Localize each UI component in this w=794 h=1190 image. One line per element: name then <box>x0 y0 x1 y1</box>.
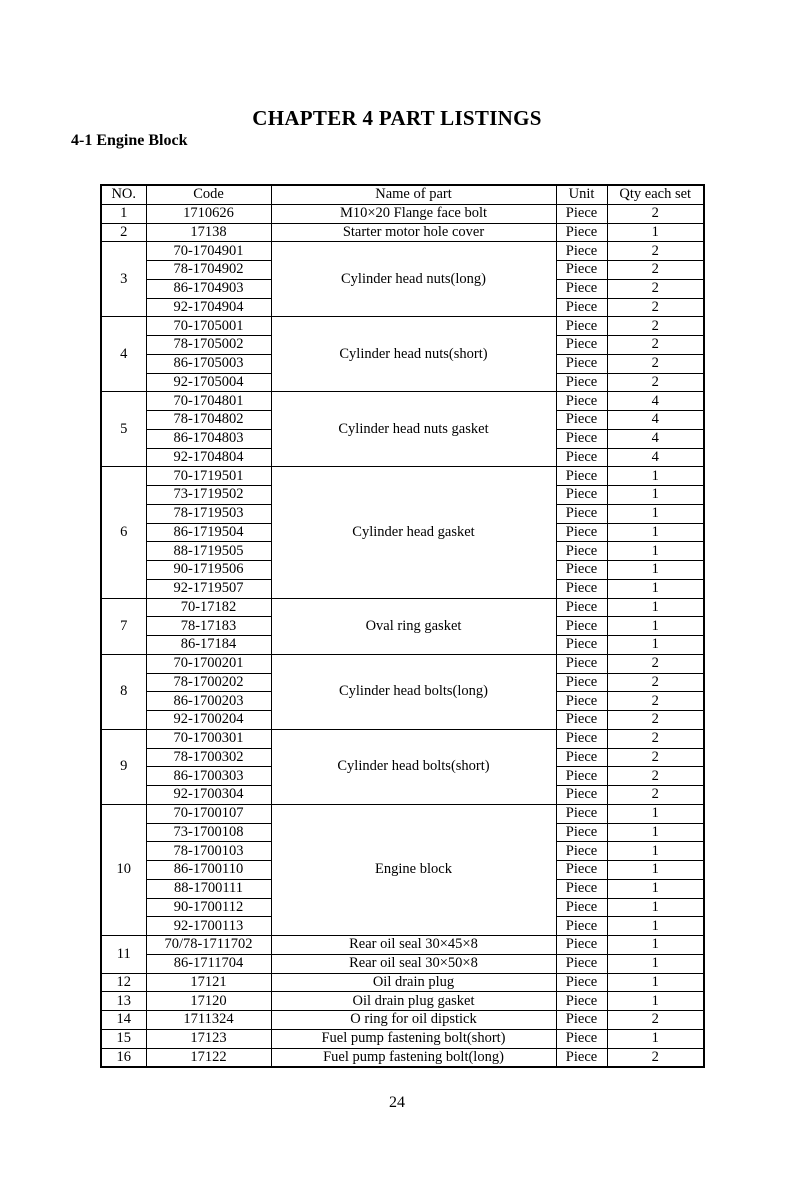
cell-part-name: Oil drain plug <box>271 973 556 992</box>
table-header-row <box>101 185 704 204</box>
cell-qty: 1 <box>607 936 704 955</box>
cell-unit: Piece <box>556 223 607 242</box>
cell-unit: Piece <box>556 673 607 692</box>
cell-code: 17122 <box>146 1048 271 1067</box>
cell-part-name: Engine block <box>271 804 556 935</box>
table-row <box>101 317 704 336</box>
cell-unit: Piece <box>556 298 607 317</box>
cell-code: 92-1700113 <box>146 917 271 936</box>
cell-part-name: Cylinder head bolts(short) <box>271 729 556 804</box>
table-row <box>101 223 704 242</box>
table-row <box>101 1029 704 1048</box>
cell-qty: 1 <box>607 467 704 486</box>
cell-code: 92-1719507 <box>146 579 271 598</box>
cell-unit: Piece <box>556 1029 607 1048</box>
cell-no: 12 <box>101 973 146 992</box>
cell-qty: 4 <box>607 411 704 430</box>
table-row <box>101 392 704 411</box>
cell-unit: Piece <box>556 523 607 542</box>
cell-qty: 2 <box>607 654 704 673</box>
cell-unit: Piece <box>556 617 607 636</box>
cell-no: 5 <box>101 392 146 467</box>
cell-qty: 2 <box>607 279 704 298</box>
cell-unit: Piece <box>556 898 607 917</box>
cell-qty: 1 <box>607 917 704 936</box>
cell-code: 78-1719503 <box>146 504 271 523</box>
cell-unit: Piece <box>556 936 607 955</box>
cell-unit: Piece <box>556 317 607 336</box>
cell-code: 78-1705002 <box>146 336 271 355</box>
section-heading: 4-1 Engine Block <box>71 132 188 149</box>
cell-part-name: Fuel pump fastening bolt(long) <box>271 1048 556 1067</box>
cell-code: 17120 <box>146 992 271 1011</box>
cell-unit: Piece <box>556 354 607 373</box>
cell-code: 92-1704904 <box>146 298 271 317</box>
cell-qty: 1 <box>607 579 704 598</box>
cell-code: 86-1704803 <box>146 429 271 448</box>
cell-no: 8 <box>101 654 146 729</box>
cell-unit: Piece <box>556 411 607 430</box>
cell-qty: 2 <box>607 354 704 373</box>
cell-code: 1710626 <box>146 204 271 223</box>
cell-unit: Piece <box>556 598 607 617</box>
cell-unit: Piece <box>556 692 607 711</box>
cell-code: 78-1700202 <box>146 673 271 692</box>
cell-code: 73-1719502 <box>146 486 271 505</box>
cell-qty: 2 <box>607 204 704 223</box>
table-row <box>101 654 704 673</box>
cell-code: 78-1704802 <box>146 411 271 430</box>
cell-part-name: Rear oil seal 30×45×8 <box>271 936 556 955</box>
cell-qty: 4 <box>607 392 704 411</box>
cell-unit: Piece <box>556 486 607 505</box>
cell-qty: 1 <box>607 1029 704 1048</box>
cell-qty: 2 <box>607 1011 704 1030</box>
cell-unit: Piece <box>556 373 607 392</box>
cell-qty: 1 <box>607 504 704 523</box>
page-number: 24 <box>389 1094 405 1111</box>
cell-code: 70-1700301 <box>146 729 271 748</box>
cell-code: 86-1719504 <box>146 523 271 542</box>
cell-part-name: Starter motor hole cover <box>271 223 556 242</box>
cell-unit: Piece <box>556 561 607 580</box>
cell-qty: 2 <box>607 336 704 355</box>
cell-unit: Piece <box>556 504 607 523</box>
cell-unit: Piece <box>556 636 607 655</box>
cell-unit: Piece <box>556 279 607 298</box>
cell-code: 78-17183 <box>146 617 271 636</box>
cell-code: 1711324 <box>146 1011 271 1030</box>
cell-unit: Piece <box>556 336 607 355</box>
cell-code: 70-1700107 <box>146 804 271 823</box>
cell-unit: Piece <box>556 973 607 992</box>
cell-unit: Piece <box>556 861 607 880</box>
table-row <box>101 598 704 617</box>
cell-qty: 1 <box>607 523 704 542</box>
cell-qty: 1 <box>607 486 704 505</box>
cell-qty: 1 <box>607 842 704 861</box>
cell-no: 13 <box>101 992 146 1011</box>
cell-code: 86-17184 <box>146 636 271 655</box>
cell-no: 2 <box>101 223 146 242</box>
cell-qty: 1 <box>607 223 704 242</box>
cell-unit: Piece <box>556 1011 607 1030</box>
cell-unit: Piece <box>556 579 607 598</box>
table-row <box>101 242 704 261</box>
cell-no: 15 <box>101 1029 146 1048</box>
table-row <box>101 467 704 486</box>
cell-part-name: Cylinder head nuts(long) <box>271 242 556 317</box>
cell-code: 78-1704902 <box>146 261 271 280</box>
cell-qty: 1 <box>607 861 704 880</box>
cell-qty: 1 <box>607 636 704 655</box>
cell-qty: 2 <box>607 261 704 280</box>
cell-qty: 2 <box>607 298 704 317</box>
cell-no: 14 <box>101 1011 146 1030</box>
cell-part-name: M10×20 Flange face bolt <box>271 204 556 223</box>
table-row <box>101 1048 704 1067</box>
cell-unit: Piece <box>556 729 607 748</box>
table-row <box>101 729 704 748</box>
cell-unit: Piece <box>556 804 607 823</box>
parts-table <box>100 184 705 1068</box>
cell-qty: 1 <box>607 992 704 1011</box>
header-qty: Qty each set <box>607 185 704 204</box>
cell-no: 6 <box>101 467 146 598</box>
table-row <box>101 992 704 1011</box>
cell-unit: Piece <box>556 261 607 280</box>
table-row <box>101 936 704 955</box>
cell-qty: 2 <box>607 692 704 711</box>
cell-unit: Piece <box>556 954 607 973</box>
cell-no: 7 <box>101 598 146 654</box>
cell-qty: 2 <box>607 373 704 392</box>
cell-code: 17121 <box>146 973 271 992</box>
table-row <box>101 973 704 992</box>
cell-qty: 2 <box>607 673 704 692</box>
cell-unit: Piece <box>556 842 607 861</box>
cell-unit: Piece <box>556 823 607 842</box>
cell-code: 90-1700112 <box>146 898 271 917</box>
cell-qty: 2 <box>607 729 704 748</box>
cell-part-name: Cylinder head nuts(short) <box>271 317 556 392</box>
table-row <box>101 804 704 823</box>
cell-unit: Piece <box>556 992 607 1011</box>
cell-unit: Piece <box>556 542 607 561</box>
table-row <box>101 1011 704 1030</box>
cell-code: 86-1711704 <box>146 954 271 973</box>
cell-part-name: Cylinder head bolts(long) <box>271 654 556 729</box>
cell-unit: Piece <box>556 1048 607 1067</box>
cell-qty: 1 <box>607 598 704 617</box>
cell-qty: 1 <box>607 823 704 842</box>
cell-code: 70-1705001 <box>146 317 271 336</box>
cell-code: 86-1700110 <box>146 861 271 880</box>
header-unit: Unit <box>556 185 607 204</box>
cell-unit: Piece <box>556 917 607 936</box>
cell-qty: 2 <box>607 242 704 261</box>
cell-qty: 1 <box>607 804 704 823</box>
cell-unit: Piece <box>556 467 607 486</box>
cell-unit: Piece <box>556 204 607 223</box>
cell-qty: 1 <box>607 973 704 992</box>
page-title: CHAPTER 4 PART LISTINGS <box>252 106 542 130</box>
cell-qty: 2 <box>607 786 704 805</box>
cell-part-name: Cylinder head nuts gasket <box>271 392 556 467</box>
cell-unit: Piece <box>556 392 607 411</box>
cell-qty: 1 <box>607 542 704 561</box>
cell-code: 86-1700303 <box>146 767 271 786</box>
cell-unit: Piece <box>556 711 607 730</box>
cell-qty: 2 <box>607 317 704 336</box>
header-code: Code <box>146 185 271 204</box>
cell-qty: 2 <box>607 748 704 767</box>
cell-no: 4 <box>101 317 146 392</box>
cell-part-name: O ring for oil dipstick <box>271 1011 556 1030</box>
cell-unit: Piece <box>556 242 607 261</box>
cell-part-name: Cylinder head gasket <box>271 467 556 598</box>
cell-code: 70-1704801 <box>146 392 271 411</box>
cell-code: 86-1700203 <box>146 692 271 711</box>
cell-no: 3 <box>101 242 146 317</box>
cell-unit: Piece <box>556 654 607 673</box>
header-no: NO. <box>101 185 146 204</box>
cell-code: 92-1705004 <box>146 373 271 392</box>
header-name: Name of part <box>271 185 556 204</box>
cell-qty: 4 <box>607 448 704 467</box>
cell-qty: 4 <box>607 429 704 448</box>
cell-code: 92-1704804 <box>146 448 271 467</box>
cell-code: 73-1700108 <box>146 823 271 842</box>
cell-unit: Piece <box>556 767 607 786</box>
cell-unit: Piece <box>556 429 607 448</box>
cell-qty: 1 <box>607 954 704 973</box>
cell-code: 92-1700204 <box>146 711 271 730</box>
cell-code: 70-17182 <box>146 598 271 617</box>
cell-code: 86-1704903 <box>146 279 271 298</box>
cell-code: 88-1719505 <box>146 542 271 561</box>
cell-code: 78-1700103 <box>146 842 271 861</box>
cell-unit: Piece <box>556 879 607 898</box>
cell-code: 88-1700111 <box>146 879 271 898</box>
cell-code: 70/78-1711702 <box>146 936 271 955</box>
cell-code: 70-1704901 <box>146 242 271 261</box>
cell-unit: Piece <box>556 748 607 767</box>
cell-part-name: Fuel pump fastening bolt(short) <box>271 1029 556 1048</box>
cell-unit: Piece <box>556 786 607 805</box>
cell-part-name: Rear oil seal 30×50×8 <box>271 954 556 973</box>
cell-code: 70-1700201 <box>146 654 271 673</box>
cell-code: 17138 <box>146 223 271 242</box>
cell-qty: 2 <box>607 711 704 730</box>
cell-part-name: Oil drain plug gasket <box>271 992 556 1011</box>
cell-qty: 1 <box>607 879 704 898</box>
cell-no: 9 <box>101 729 146 804</box>
cell-qty: 1 <box>607 617 704 636</box>
cell-code: 90-1719506 <box>146 561 271 580</box>
cell-part-name: Oval ring gasket <box>271 598 556 654</box>
cell-no: 11 <box>101 936 146 974</box>
cell-no: 16 <box>101 1048 146 1067</box>
table-row <box>101 204 704 223</box>
cell-unit: Piece <box>556 448 607 467</box>
table-row <box>101 954 704 973</box>
parts-table-body <box>101 204 704 1067</box>
cell-code: 17123 <box>146 1029 271 1048</box>
cell-no: 1 <box>101 204 146 223</box>
cell-code: 92-1700304 <box>146 786 271 805</box>
cell-qty: 1 <box>607 898 704 917</box>
cell-code: 70-1719501 <box>146 467 271 486</box>
cell-qty: 2 <box>607 767 704 786</box>
cell-code: 86-1705003 <box>146 354 271 373</box>
cell-qty: 1 <box>607 561 704 580</box>
cell-qty: 2 <box>607 1048 704 1067</box>
cell-code: 78-1700302 <box>146 748 271 767</box>
cell-no: 10 <box>101 804 146 935</box>
